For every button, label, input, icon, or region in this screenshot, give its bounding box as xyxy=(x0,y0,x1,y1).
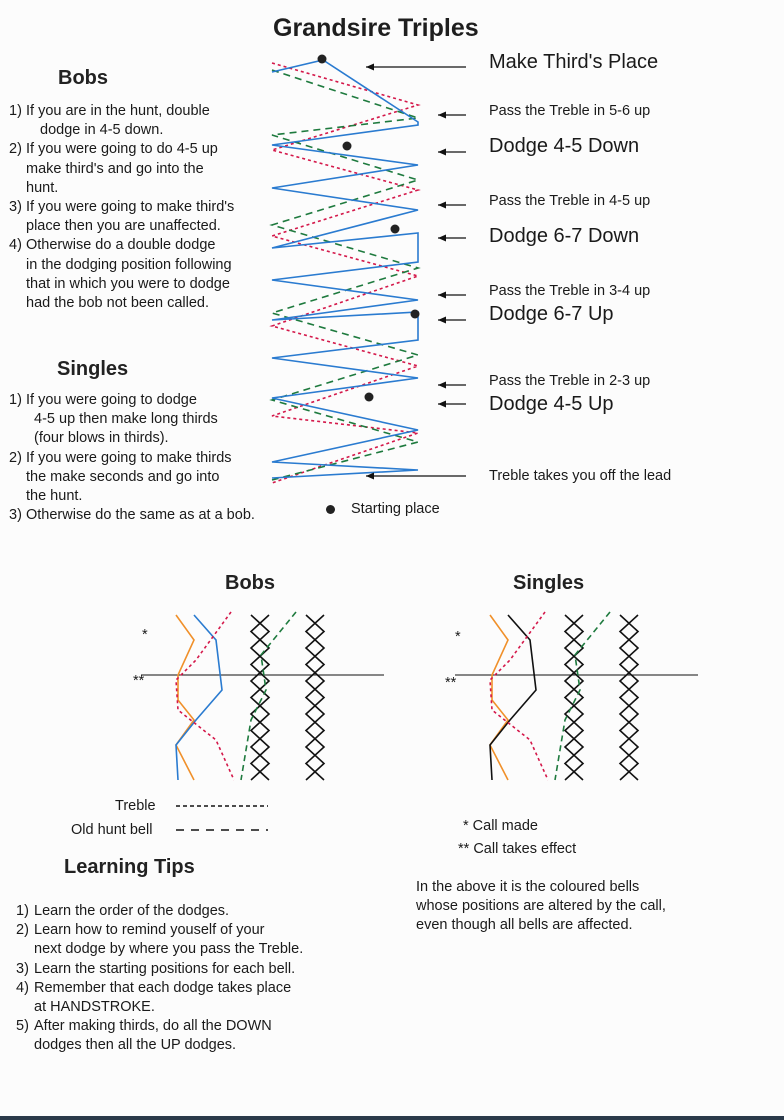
learning-tips-list xyxy=(16,902,356,1056)
singles-rules-heading: Singles xyxy=(57,358,129,380)
label-make-thirds: Make Third's Place xyxy=(489,51,659,73)
label-dodge-67-down: Dodge 6-7 Down xyxy=(489,225,640,247)
arrow-head xyxy=(438,292,446,299)
label-pass-34: Pass the Treble in 3-4 up xyxy=(489,283,651,299)
learning-tips-heading: Learning Tips xyxy=(64,856,195,878)
bobs-rule-2: 2) If you were going to do 4-5 up make third's and go into the hunt. xyxy=(9,141,218,196)
singles-rule-2: 2) If you were going to make thirds the make seconds and go into the hunt. xyxy=(9,449,232,505)
starting-dot xyxy=(411,310,420,319)
key-call-effect: ** Call takes effect xyxy=(458,841,577,857)
arrow-head xyxy=(366,64,374,71)
legend-old-hunt-label: Old hunt bell xyxy=(71,822,153,838)
coloured-bell-line xyxy=(490,615,508,780)
key-call-made: * Call made xyxy=(463,818,538,834)
tip-4: 4) Remember that each dodge takes place at HANDSTROKE. xyxy=(16,979,292,1016)
arrow-head xyxy=(438,401,446,408)
legend-lines xyxy=(176,806,268,830)
bobs-rule-3: 3) If you were going to make third's place then you are unaffected. xyxy=(9,199,235,235)
starting-dot xyxy=(365,393,374,402)
tip-2: 2) Learn how to remind youself of your next dodge by where you pass the Treble. xyxy=(16,922,304,958)
black-bell-line xyxy=(565,615,583,780)
arrow-head xyxy=(438,112,446,119)
page-bottom-border xyxy=(0,1116,784,1120)
label-pass-56: Pass the Treble in 5-6 up xyxy=(489,103,651,119)
single-call-made-star: * xyxy=(455,629,461,645)
starting-dot xyxy=(343,142,352,151)
coloured-bell-line xyxy=(176,615,222,780)
working-bell-line xyxy=(272,60,418,478)
label-dodge-67-up: Dodge 6-7 Up xyxy=(489,303,614,325)
bob-call-diagram xyxy=(141,612,384,780)
bobs-rule-4: 4) Otherwise do a double dodge in the dodging position following that in which you were to dodge had the bob not been called. xyxy=(9,237,232,312)
label-dodge-45-up: Dodge 4-5 Up xyxy=(489,393,614,415)
starting-dot xyxy=(391,225,400,234)
label-starting-place: Starting place xyxy=(351,501,440,517)
arrow-head xyxy=(438,202,446,209)
singles-diagram-title: Singles xyxy=(513,572,585,594)
arrow-head xyxy=(438,235,446,242)
arrow-head xyxy=(438,317,446,324)
method-lines xyxy=(272,60,418,483)
coloured-bell-line xyxy=(490,615,536,780)
starting-dot xyxy=(318,55,327,64)
coloured-bells-note: In the above it is the coloured bells whose positions are altered by the call, even though all bells are affected. xyxy=(416,879,666,934)
coloured-bell-line xyxy=(176,615,194,780)
starting-place-dots xyxy=(318,55,420,402)
arrow-head xyxy=(438,382,446,389)
label-pass-45: Pass the Treble in 4-5 up xyxy=(489,193,651,209)
black-bell-line xyxy=(620,615,638,780)
bobs-rules-heading: Bobs xyxy=(58,67,108,89)
starting-place-key-dot xyxy=(326,505,335,514)
tip-1: 1) Learn the order of the dodges. xyxy=(16,903,230,919)
bobs-diagram-title: Bobs xyxy=(225,572,275,594)
black-bell-line xyxy=(306,615,324,780)
label-treble-off-lead: Treble takes you off the lead xyxy=(489,468,672,484)
label-dodge-45-down: Dodge 4-5 Down xyxy=(489,135,640,157)
treble-call-line xyxy=(490,612,548,780)
bob-call-made-star: * xyxy=(142,627,148,643)
tip-5: 5) After making thirds, do all the DOWN dodges then all the UP dodges. xyxy=(16,1018,272,1054)
label-pass-23: Pass the Treble in 2-3 up xyxy=(489,373,651,389)
single-call-effect-stars: ** xyxy=(445,675,457,691)
singles-rule-1: 1) If you were going to dodge 4-5 up then make long thirds (four blows in thirds). xyxy=(9,392,218,447)
tip-3: 3) Learn the starting positions for each bell. xyxy=(16,960,296,977)
treble-call-line xyxy=(176,612,234,780)
single-call-diagram xyxy=(455,612,698,780)
arrow-head xyxy=(438,149,446,156)
bob-call-effect-stars: ** xyxy=(133,673,145,689)
singles-rule-3: 3) Otherwise do the same as at a bob. xyxy=(9,507,255,524)
legend-treble-label: Treble xyxy=(115,798,156,814)
black-bell-line xyxy=(251,615,269,780)
treble-line xyxy=(272,63,418,483)
bobs-rule-1: 1) If you are in the hunt, double dodge in 4-5 down. xyxy=(9,103,210,139)
page-title: Grandsire Triples xyxy=(273,14,479,42)
